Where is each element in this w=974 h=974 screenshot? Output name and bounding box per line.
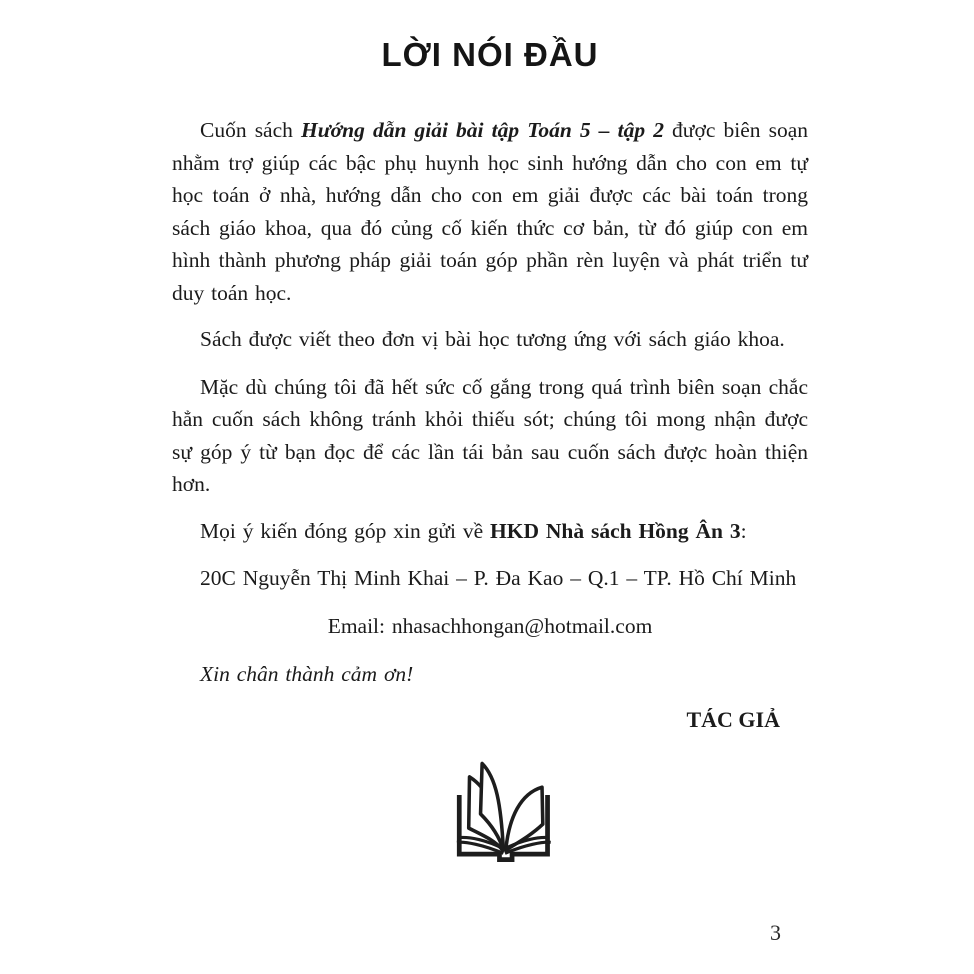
paragraph-intro	[172, 114, 808, 309]
paragraph-apology: Mặc dù chúng tôi đã hết sức cố gắng trong quá trình biên soạn chắc hẳn cuốn sách không tránh khỏi thiếu sót; chúng tôi mong nhận được sự góp ý từ bạn đọc để các lần tái bản sau cuốn sách được hoàn thiện hơn.	[172, 374, 808, 496]
address-line: 20C Nguyễn Thị Minh Khai – P. Đa Kao – Q.1 – TP. Hồ Chí Minh	[200, 566, 797, 590]
thanks-line: Xin chân thành cảm ơn!	[200, 662, 414, 686]
publisher-logo	[172, 747, 808, 878]
inline-book-title: Hướng dẫn giải bài tập Toán 5 – tập 2	[301, 118, 664, 142]
email-line: Email: nhasachhongan@hotmail.com	[327, 613, 653, 638]
open-book-icon	[423, 747, 557, 873]
page-title: LỜI NÓI ĐẦU	[381, 36, 599, 73]
intro-lead: Cuốn sách	[200, 118, 301, 142]
paragraph-feedback	[172, 515, 808, 548]
feedback-tail: :	[740, 518, 747, 543]
intro-rest: được biên soạn nhằm trợ giúp các bậc phụ huynh học sinh hướng dẫn cho con em tự học toán ở nhà, hướng dẫn cho con em giải được các bài toán trong sách giáo khoa, qua đó củng cố kiến thức cơ bản, từ đó giúp con em hình thành phương pháp giải toán góp phần rèn luyện và phát triển tư duy toán học.	[172, 118, 808, 305]
inline-publisher-name: HKD Nhà sách Hồng Ân 3	[490, 518, 741, 543]
page-number: 3	[770, 920, 781, 945]
feedback-lead: Mọi ý kiến đóng góp xin gửi về	[200, 518, 490, 543]
text-column	[172, 0, 808, 878]
author-signature: TÁC GIẢ	[686, 706, 780, 732]
paragraph-unit: Sách được viết theo đơn vị bài học tương ứng với sách giáo khoa.	[200, 327, 785, 351]
